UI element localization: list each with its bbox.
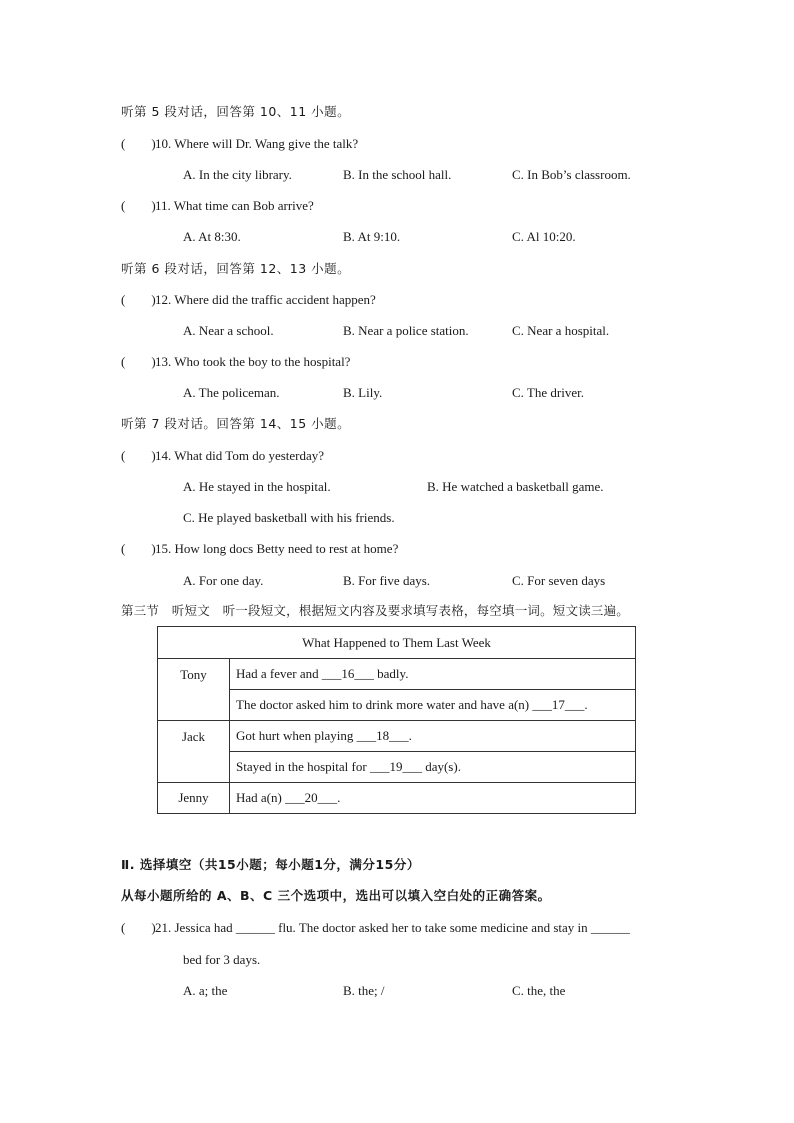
option-c: C. In Bob’s classroom. <box>512 167 631 182</box>
cell-text: badly. <box>373 666 409 681</box>
dialog-7-heading: 听第 7 段对话。回答第 14、15 小题。 <box>121 416 351 431</box>
cell-text: Got hurt when playing <box>236 728 357 743</box>
question-text: 14. What did Tom do yesterday? <box>155 448 325 463</box>
question-13 <box>121 354 350 370</box>
option-a: A. a; the <box>183 983 228 998</box>
tony-row-1 <box>230 659 636 690</box>
row-label-jenny: Jenny <box>158 783 230 814</box>
question-text: 13. Who took the boy to the hospital? <box>155 354 351 369</box>
cell-text: . <box>584 697 588 712</box>
option-a: A. He stayed in the hospital. <box>183 479 331 494</box>
question-15 <box>121 541 398 557</box>
table-title: What Happened to Them Last Week <box>158 627 636 659</box>
option-c: C. He played basketball with his friends. <box>183 510 395 525</box>
cell-text: . <box>337 790 341 805</box>
option-a: A. At 8:30. <box>183 229 241 244</box>
question-14 <box>121 448 324 464</box>
option-c: C. The driver. <box>512 385 584 400</box>
answer-paren[interactable]: ( ) <box>121 541 156 556</box>
cell-text: Had a(n) <box>236 790 286 805</box>
blank-18[interactable]: ___18___ <box>356 728 409 743</box>
option-a: A. Near a school. <box>183 323 274 338</box>
cell-text: Had a fever and <box>236 666 322 681</box>
row-label-tony: Tony <box>158 659 230 721</box>
cell-text: The doctor asked him to drink more water and have a(n) <box>236 697 533 712</box>
answer-paren[interactable]: ( ) <box>121 292 156 307</box>
row-label-jack: Jack <box>158 721 230 783</box>
option-b: B. He watched a basketball game. <box>427 479 604 494</box>
question-text: 10. Where will Dr. Wang give the talk? <box>155 136 359 151</box>
question-21-continued: bed for 3 days. <box>183 952 261 967</box>
option-c: C. For seven days <box>512 573 606 588</box>
blank-20[interactable]: ___20___ <box>285 790 338 805</box>
blank-19[interactable]: ___19___ <box>369 759 422 774</box>
jack-row-1 <box>230 721 636 752</box>
answer-paren[interactable]: ( ) <box>121 354 156 369</box>
option-b: B. Near a police station. <box>343 323 469 338</box>
question-10 <box>121 136 358 152</box>
part-2-title: Ⅱ. 选择填空（共15小题；每小题1分，满分15分） <box>121 857 420 872</box>
option-b: B. In the school hall. <box>343 167 452 182</box>
jenny-row-1 <box>230 783 636 814</box>
question-12 <box>121 292 376 308</box>
question-21 <box>121 920 630 936</box>
section-3-heading: 第三节 听短文 听一段短文，根据短文内容及要求填写表格，每空填一词。短文读三遍。 <box>121 603 630 618</box>
fill-in-table <box>157 626 636 814</box>
option-c: C. the, the <box>512 983 566 998</box>
cell-text: day(s). <box>421 759 461 774</box>
jack-row-2 <box>230 752 636 783</box>
cell-text: . <box>408 728 412 743</box>
cell-text: Stayed in the hospital for <box>236 759 370 774</box>
question-11 <box>121 198 314 214</box>
question-text: 11. What time can Bob arrive? <box>155 198 314 213</box>
answer-paren[interactable]: ( ) <box>121 198 156 213</box>
answer-paren[interactable]: ( ) <box>121 920 156 935</box>
blank-17[interactable]: ___17___ <box>532 697 585 712</box>
question-text: 21. Jessica had ______ flu. The doctor asked her to take some medicine and stay in ______ <box>155 920 630 935</box>
answer-paren[interactable]: ( ) <box>121 136 156 151</box>
option-a: A. For one day. <box>183 573 264 588</box>
option-a: A. In the city library. <box>183 167 292 182</box>
question-text: 15. How long docs Betty need to rest at home? <box>155 541 399 556</box>
option-c: C. Near a hospital. <box>512 323 610 338</box>
option-a: A. The policeman. <box>183 385 280 400</box>
tony-row-2 <box>230 690 636 721</box>
dialog-6-heading: 听第 6 段对话，回答第 12、13 小题。 <box>121 261 351 276</box>
answer-paren[interactable]: ( ) <box>121 448 156 463</box>
option-b: B. At 9:10. <box>343 229 401 244</box>
blank-16[interactable]: ___16___ <box>321 666 374 681</box>
option-b: B. Lily. <box>343 385 383 400</box>
option-c: C. Al 10:20. <box>512 229 576 244</box>
option-b: B. For five days. <box>343 573 431 588</box>
dialog-5-heading: 听第 5 段对话，回答第 10、11 小题。 <box>121 104 351 119</box>
option-b: B. the; / <box>343 983 385 998</box>
part-2-instruction: 从每小题所给的 A、B、C 三个选项中，选出可以填入空白处的正确答案。 <box>121 888 551 903</box>
question-text: 12. Where did the traffic accident happen? <box>155 292 376 307</box>
